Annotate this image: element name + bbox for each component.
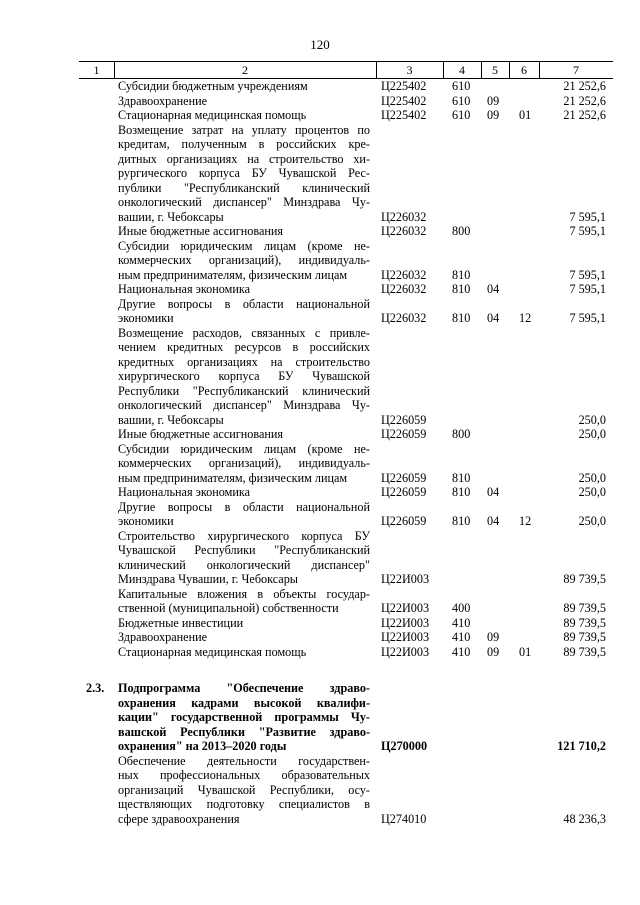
cell-c2: Минздрава Чувашии, г. Чебоксары	[118, 572, 298, 586]
cell-c2: коммерческих организаций), индивидуаль-	[118, 456, 370, 470]
cell-c3: Ц22И003	[381, 572, 430, 586]
table-row	[0, 812, 640, 827]
cell-c3: Ц22И003	[381, 630, 430, 644]
cell-c3: Ц226059	[381, 427, 427, 441]
cell-c7: 7 595,1	[569, 224, 606, 238]
cell-c7: 89 739,5	[563, 572, 606, 586]
cell-c2: Чувашской Республики "Республиканский	[118, 543, 370, 557]
cell-c2: Республики "Республиканский клинический	[118, 383, 370, 398]
table-row	[0, 681, 640, 696]
cell-c2: Подпрограмма "Обеспечение здраво-	[118, 681, 370, 695]
table-row	[0, 398, 640, 413]
cell-c2: ным предпринимателям, физическим лицам	[118, 267, 348, 282]
cell-c5: 04	[487, 514, 500, 528]
cell-c2: онкологический диспансер" Минздрава Чу-	[118, 398, 370, 412]
cell-c7: 7 595,1	[569, 282, 606, 296]
cell-c2: ществляющих подготовку специалистов в	[118, 797, 370, 811]
cell-c7: 89 739,5	[563, 601, 606, 615]
cell-c3: Ц270000	[381, 739, 428, 753]
table-row	[0, 601, 640, 616]
table-row	[0, 181, 640, 196]
cell-c2: кации" государственной программы Чу-	[118, 710, 370, 724]
table-row	[0, 224, 640, 239]
table-row	[0, 166, 640, 181]
cell-c2: кредитных организациях на строительство	[118, 354, 370, 369]
cell-c2: охранения кадрами высокой квалифи-	[118, 695, 370, 710]
table-row	[0, 783, 640, 798]
table-row	[0, 797, 640, 812]
table-row	[0, 137, 640, 152]
table-row	[0, 485, 640, 500]
page-number: 120	[310, 37, 330, 52]
cell-c3: Ц226032	[381, 224, 427, 238]
cell-c2: Строительство хирургического корпуса БУ	[118, 528, 370, 543]
table-row	[0, 79, 640, 94]
cell-c5: 04	[487, 311, 500, 325]
cell-c5: 09	[487, 93, 500, 108]
cell-c2: Здравоохранение	[118, 630, 208, 644]
cell-c7: 7 595,1	[569, 267, 606, 282]
table-row	[0, 152, 640, 167]
cell-c2: Национальная экономика	[118, 282, 251, 296]
table-row	[0, 442, 640, 457]
cell-c3: Ц226032	[381, 282, 427, 296]
table-row	[0, 616, 640, 631]
cell-c7: 7 595,1	[569, 209, 606, 224]
table-row	[0, 268, 640, 283]
table-row	[0, 739, 640, 754]
cell-c7: 7 595,1	[569, 311, 606, 325]
cell-c3: Ц225402	[381, 108, 427, 122]
cell-c7: 21 252,6	[563, 108, 606, 122]
table-row	[0, 630, 640, 645]
cell-c4: 400	[452, 601, 471, 615]
header-col-4: 4	[459, 63, 465, 77]
cell-c6: 01	[519, 644, 532, 659]
table-row	[0, 725, 640, 740]
header-col-6: 6	[521, 63, 527, 77]
cell-c2: публики "Республиканский клинический	[118, 180, 370, 195]
table-header	[79, 61, 613, 79]
cell-c2: ным предпринимателям, физическим лицам	[118, 470, 348, 485]
table-row	[0, 529, 640, 544]
header-col-5: 5	[492, 63, 498, 77]
table-row	[0, 355, 640, 370]
table-row	[0, 768, 640, 783]
cell-c6: 01	[519, 108, 532, 122]
cell-c2: Субсидии юридическим лицам (кроме не-	[118, 441, 370, 456]
header-col-3: 3	[406, 63, 413, 77]
cell-c2: организаций Чувашской Республики, осу-	[118, 782, 370, 797]
table-row	[0, 413, 640, 428]
cell-c2: Возмещение затрат на уплату процентов по	[118, 122, 370, 137]
cell-c4: 610	[452, 93, 471, 108]
cell-c7: 89 739,5	[563, 630, 606, 644]
table-row	[0, 297, 640, 312]
cell-c7: 89 739,5	[563, 644, 606, 659]
table-row	[0, 195, 640, 210]
cell-c5: 09	[487, 108, 500, 122]
table-row	[0, 210, 640, 225]
table-row	[0, 282, 640, 297]
cell-c3: Ц226059	[381, 514, 427, 528]
table-row	[0, 340, 640, 355]
cell-c4: 800	[452, 224, 471, 238]
cell-c2: клинический онкологический диспансер"	[118, 557, 370, 572]
cell-c4: 810	[452, 470, 471, 485]
table-row	[0, 123, 640, 138]
cell-c2: Другие вопросы в области национальной	[118, 296, 370, 311]
cell-c7: 48 236,3	[563, 811, 606, 826]
cell-c2: дитных организациях на строительство хи-	[118, 151, 370, 166]
cell-c2: коммерческих организаций), индивидуаль-	[118, 253, 370, 267]
cell-c3: Ц226059	[381, 470, 427, 485]
cell-c7: 89 739,5	[563, 615, 606, 630]
cell-c2: кредитам, полученным в российских кре-	[118, 137, 370, 151]
cell-c4: 810	[452, 311, 471, 325]
cell-c3: Ц226032	[381, 311, 427, 325]
table-row	[0, 500, 640, 515]
cell-c2: Обеспечение деятельности государствен-	[118, 753, 370, 768]
table-row	[0, 456, 640, 471]
cell-c4: 610	[452, 79, 471, 93]
cell-c7: 250,0	[578, 514, 606, 528]
table-row	[0, 572, 640, 587]
cell-c4: 610	[452, 108, 471, 122]
cell-c7: 21 252,6	[563, 93, 606, 108]
cell-c6: 12	[519, 514, 532, 528]
cell-c7: 250,0	[578, 485, 606, 499]
cell-c2: вашии, г. Чебоксары	[118, 412, 224, 427]
cell-c5: 09	[487, 630, 500, 644]
cell-c3: Ц22И003	[381, 615, 430, 630]
table-row	[0, 427, 640, 442]
table-row	[0, 94, 640, 109]
cell-c2: Иные бюджетные ассигнования	[118, 224, 284, 238]
cell-c2: Субсидии бюджетным учреждениям	[118, 79, 308, 93]
cell-c3: Ц225402	[381, 93, 427, 108]
cell-c4: 800	[452, 427, 471, 441]
table-row	[0, 558, 640, 573]
cell-c4: 410	[452, 615, 471, 630]
cell-c2: вашии, г. Чебоксары	[118, 209, 224, 224]
table-row	[0, 645, 640, 660]
cell-c5: 04	[487, 282, 500, 296]
cell-c3: Ц274010	[381, 811, 427, 826]
cell-c2: сфере здравоохранения	[118, 811, 240, 826]
cell-c2: ных профессиональных образовательных	[118, 768, 370, 782]
cell-c7: 250,0	[578, 470, 606, 485]
cell-c2: онкологический диспансер" Минздрава Чу-	[118, 195, 370, 209]
cell-c2: Бюджетные инвестиции	[118, 615, 244, 630]
cell-c2: экономики	[118, 514, 174, 528]
cell-c2: Субсидии юридическим лицам (кроме не-	[118, 238, 370, 253]
table-row	[0, 369, 640, 384]
cell-c4: 810	[452, 514, 471, 528]
table-row	[0, 471, 640, 486]
cell-c2: Капитальные вложения в объекты государ-	[118, 586, 370, 601]
cell-c3: Ц22И003	[381, 644, 430, 659]
cell-c7: 21 252,6	[563, 79, 606, 93]
table-row	[0, 710, 640, 725]
table-row	[0, 108, 640, 123]
cell-c2: Стационарная медицинская помощь	[118, 644, 307, 659]
cell-c3: Ц22И003	[381, 601, 430, 615]
cell-c3: Ц226032	[381, 267, 427, 282]
cell-c2: охранения" на 2013–2020 годы	[118, 739, 287, 753]
cell-c5: 09	[487, 644, 500, 659]
table-row	[0, 253, 640, 268]
cell-c3: Ц226059	[381, 485, 427, 499]
cell-c4: 810	[452, 282, 471, 296]
table-row	[0, 311, 640, 326]
cell-c2: Иные бюджетные ассигнования	[118, 427, 284, 441]
cell-c3: Ц225402	[381, 79, 427, 93]
table-row	[0, 384, 640, 399]
cell-c4: 410	[452, 630, 471, 644]
table-row	[0, 326, 640, 341]
cell-c2: Стационарная медицинская помощь	[118, 108, 307, 122]
cell-c2: рургического корпуса БУ Чувашской Рес-	[118, 166, 370, 180]
cell-c2: чением кредитных ресурсов в российских	[118, 340, 370, 354]
table-row	[0, 587, 640, 602]
cell-c7: 121 710,2	[557, 739, 606, 753]
cell-c5: 04	[487, 485, 500, 499]
cell-c2: ственной (муниципальной) собственности	[118, 601, 339, 615]
cell-c1: 2.3.	[86, 681, 105, 695]
cell-c2: хирургического корпуса БУ Чувашской	[118, 369, 370, 383]
table-row	[0, 696, 640, 711]
cell-c2: Возмещение расходов, связанных с привле-	[118, 325, 370, 340]
cell-c3: Ц226059	[381, 412, 427, 427]
cell-c2: Здравоохранение	[118, 93, 208, 108]
cell-c2: вашской Республики "Развитие здраво-	[118, 724, 370, 739]
header-col-7: 7	[573, 63, 579, 77]
cell-c2: экономики	[118, 311, 174, 325]
cell-c2: Национальная экономика	[118, 485, 251, 499]
header-col-2: 2	[242, 63, 248, 77]
cell-c4: 410	[452, 644, 471, 659]
cell-c4: 810	[452, 267, 471, 282]
cell-c2: Другие вопросы в области национальной	[118, 499, 370, 514]
cell-c7: 250,0	[578, 427, 606, 441]
table-row	[0, 754, 640, 769]
cell-c6: 12	[519, 311, 532, 325]
cell-c4: 810	[452, 485, 471, 499]
table-row	[0, 543, 640, 558]
table-row	[0, 239, 640, 254]
header-col-1: 1	[93, 63, 100, 77]
cell-c3: Ц226032	[381, 209, 427, 224]
table-row	[0, 514, 640, 529]
cell-c7: 250,0	[578, 412, 606, 427]
